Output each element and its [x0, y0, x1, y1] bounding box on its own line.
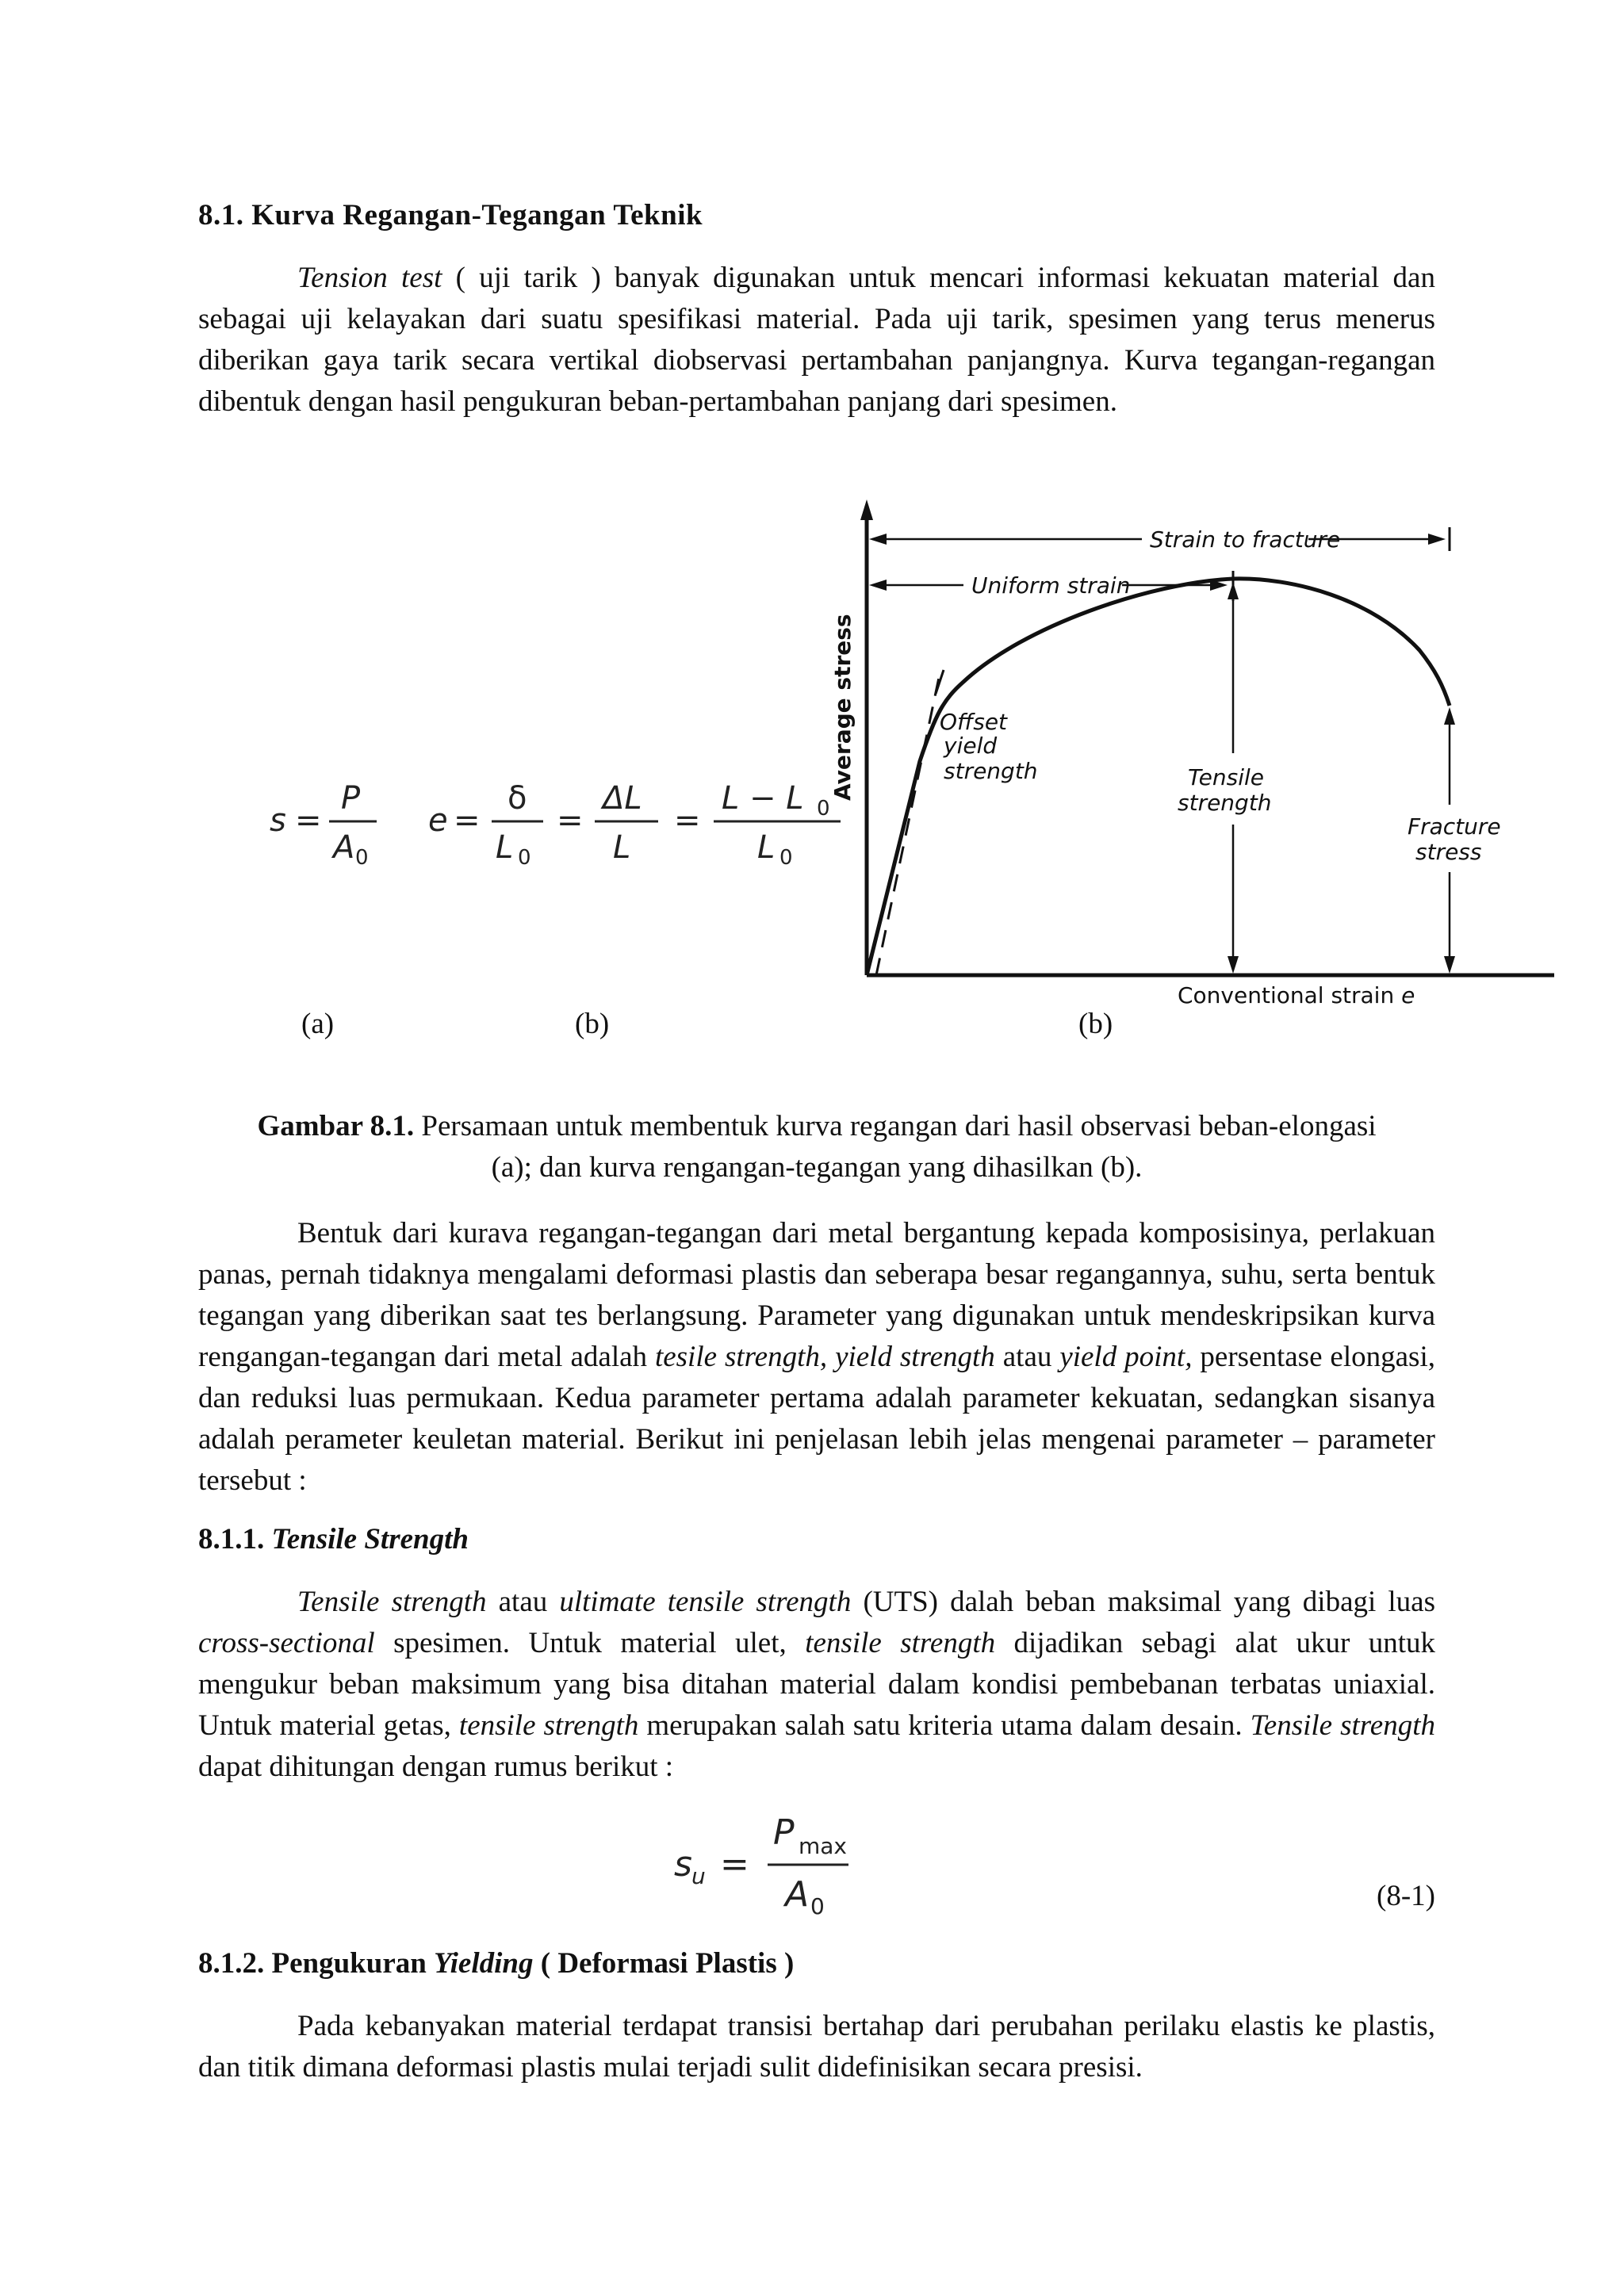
figure-caption: Gambar 8.1. Persamaan untuk membentuk kurva regangan dari hasil observasi beban-elongasi (a); dan kurva rengangan-tegangan yang dihasilkan (b).	[257, 1110, 1377, 1184]
section-heading-8-1-1: 8.1.1. Tensile Strength	[198, 1523, 469, 1556]
tensile-strength-equation	[674, 1800, 896, 1927]
paragraph-tension-test: Tension test ( uji tarik ) banyak digunakan untuk mencari informasi kekuatan material dan sebagai uji kelayakan dari suatu spesifikasi material. Pada uji tarik, spesimen yang terus menerus diberikan gaya tarik secara vertikal diobservasi pertambahan panjangnya. Kurva tegangan-regangan dibentuk dengan hasil pengukuran beban-pertambahan panjang dari spesimen.	[198, 262, 1435, 418]
label-offset-2: yield	[944, 733, 998, 759]
eq-su-num-sub: max	[799, 1833, 848, 1859]
eq-su-den: A	[785, 1874, 810, 1915]
paragraph-tensile-strength: Tensile strength atau ultimate tensile strength (UTS) dalah beban maksimal yang dibagi luas cross-sectional spesimen. Untuk material ulet, tensile strength dijadikan sebagi alat ukur untuk mengukur beban maksimum yang bisa ditahan material dalam kondisi pembebanan terbatas uniaxial. Untuk material getas, tensile strength merupakan salah satu kriteria utama dalam desain. Tensile strength dapat dihitungan dengan rumus berikut :	[198, 1586, 1435, 1783]
sub-label-b-equation: (b)	[575, 1008, 610, 1040]
label-tensile-1: Tensile	[1188, 764, 1264, 790]
eq-f3-den-sub: 0	[779, 846, 793, 870]
y-axis-arrow	[860, 499, 873, 520]
y-axis-label: Average stress	[829, 614, 856, 801]
eq-s-num: P	[341, 780, 361, 817]
x-axis-label: Conventional strain e	[1178, 982, 1415, 1007]
equation-number: (8-1)	[1377, 1880, 1435, 1912]
sub-label-b-diagram: (b)	[1078, 1008, 1113, 1040]
offset-line	[876, 674, 940, 975]
eq-e-lhs: e	[428, 802, 448, 839]
label-tensile-2: strength	[1178, 790, 1272, 816]
eq-equals-2: =	[454, 802, 481, 839]
label-offset-3: strength	[944, 758, 1038, 784]
section-heading-8-1: 8.1. Kurva Regangan-Tegangan Teknik	[198, 199, 703, 232]
eq-f2-num: ΔL	[603, 780, 642, 817]
eq-f1-num: δ	[508, 780, 527, 817]
eq-s-den: A	[333, 829, 355, 866]
eq-f3-num-sub: 0	[817, 797, 830, 821]
eq-equals-1: =	[295, 802, 322, 839]
eq-f1-den: L	[496, 829, 514, 866]
eq-f3-num: L − L	[722, 780, 804, 817]
label-fracture-2: stress	[1415, 839, 1482, 865]
stress-strain-diagram	[817, 492, 1570, 1007]
eq-equals-3: =	[557, 802, 584, 839]
eq-su-sub: u	[691, 1863, 706, 1889]
sub-label-a: (a)	[301, 1008, 335, 1040]
label-uniform-strain: Uniform strain	[971, 572, 1131, 599]
section-heading-8-1-2: 8.1.2. Pengukuran Yielding ( Deformasi Plastis )	[198, 1947, 795, 1980]
paragraph-yielding: Pada kebanyakan material terdapat transisi bertahap dari perubahan perilaku elastis ke plastis, dan titik dimana deformasi plastis mulai terjadi sulit didefinisikan secara presisi.	[198, 2010, 1435, 2084]
eq-f2-den: L	[613, 829, 631, 866]
label-fracture-1: Fracture	[1408, 813, 1501, 840]
eq-s-den-sub: 0	[355, 846, 369, 870]
eq-s-lhs: s	[270, 802, 286, 839]
eq-f3-den: L	[757, 829, 776, 866]
label-strain-to-fracture: Strain to fracture	[1150, 526, 1341, 553]
paragraph-curve-shape: Bentuk dari kurava regangan-tegangan dari metal bergantung kepada komposisinya, perlakuan panas, pernah tidaknya mengalami deformasi plastis dan seberapa besar regangannya, suhu, serta bentuk tegangan yang diberikan saat tes berlangsung. Parameter yang digunakan untuk mendeskripsikan kurva rengangan-tegangan dari metal adalah tesile strength, yield strength atau yield point, persentase elongasi, dan reduksi luas permukaan. Kedua parameter pertama adalah parameter kekuatan, sedangkan sisanya adalah perameter keuletan material. Berikut ini penjelasan lebih jelas mengenai parameter – parameter tersebut :	[198, 1217, 1435, 1497]
eq-su-den-sub: 0	[810, 1893, 825, 1919]
eq-f1-den-sub: 0	[518, 846, 531, 870]
label-offset-1: Offset	[940, 709, 1008, 735]
eq-su-lhs: s	[674, 1844, 692, 1885]
eq-equals-4: =	[674, 802, 701, 839]
eq-su-equals: =	[720, 1844, 749, 1885]
eq-su-num: P	[773, 1812, 795, 1853]
